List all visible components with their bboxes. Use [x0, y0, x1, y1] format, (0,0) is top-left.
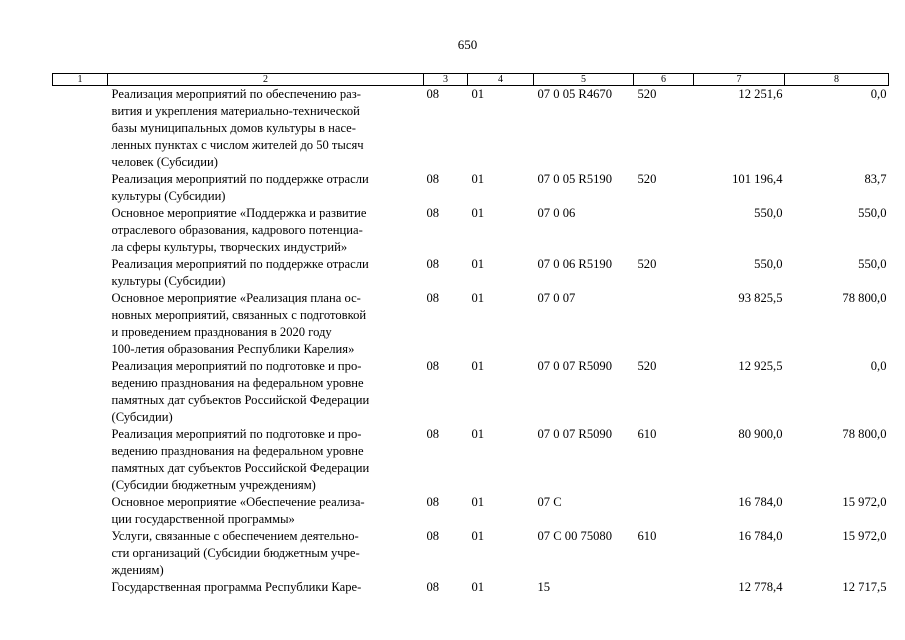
expense-type-cell: 520: [637, 359, 657, 373]
table-row: [53, 86, 889, 172]
amount-year-1-cell: 101 196,4: [732, 172, 783, 186]
item-name-line: Государственная программа Республики Каре-: [111, 580, 362, 594]
section-code-cell: 08: [426, 291, 440, 305]
amount-year-2-cell: 550,0: [858, 206, 887, 220]
table-row: [53, 205, 889, 256]
amount-year-2-cell: 83,7: [864, 172, 887, 186]
expense-type-cell: [634, 579, 694, 596]
target-article-cell: 07 0 07 R5090: [537, 427, 613, 441]
item-name-line: ведению празднования на федеральном уровне: [111, 444, 364, 458]
target-article-cell: 07 С: [537, 495, 562, 509]
amount-year-1-cell: 16 784,0: [738, 495, 783, 509]
row-number-cell: [53, 426, 108, 494]
table-row: [53, 171, 889, 205]
item-name-cell: [108, 256, 424, 290]
item-name-cell: [108, 171, 424, 205]
table-row: [53, 358, 889, 426]
target-article-cell: 07 0 07: [537, 291, 576, 305]
item-name-line: ленных пунктах с числом жителей до 50 тысяч: [111, 138, 364, 152]
amount-year-2-cell: 550,0: [858, 257, 887, 271]
header-col-6: 6: [634, 74, 694, 86]
amount-year-1-cell: 12 925,5: [738, 359, 783, 373]
expense-type-cell: [634, 205, 694, 256]
item-name-line: Реализация мероприятий по подготовке и про-: [111, 427, 362, 441]
row-number-cell: [53, 528, 108, 579]
item-name-line: Реализация мероприятий по поддержке отрасли: [111, 172, 369, 186]
amount-year-2-cell: 15 972,0: [842, 529, 887, 543]
amount-year-1-cell: 16 784,0: [738, 529, 783, 543]
subsection-code-cell: 01: [471, 580, 485, 594]
row-number-cell: [53, 579, 108, 596]
row-number-cell: [53, 290, 108, 358]
subsection-code-cell: 01: [471, 529, 485, 543]
expense-type-cell: 520: [637, 87, 657, 101]
expense-type-cell: [634, 290, 694, 358]
subsection-code-cell: 01: [471, 359, 485, 373]
target-article-cell: 07 С 00 75080: [537, 529, 613, 543]
item-name-line: культуры (Субсидии): [111, 274, 226, 288]
item-name-cell: [108, 528, 424, 579]
section-code-cell: 08: [426, 529, 440, 543]
subsection-code-cell: 01: [471, 172, 485, 186]
item-name-cell: [108, 494, 424, 528]
item-name-line: ведению празднования на федеральном уровне: [111, 376, 364, 390]
row-number-cell: [53, 256, 108, 290]
item-name-line: Основное мероприятие «Реализация плана ос-: [111, 291, 361, 305]
item-name-line: (Субсидии бюджетным учреждениям): [111, 478, 316, 492]
item-name-line: Реализация мероприятий по поддержке отрасли: [111, 257, 369, 271]
section-code-cell: 08: [426, 580, 440, 594]
item-name-line: (Субсидии): [111, 410, 173, 424]
amount-year-2-cell: 12 717,5: [842, 580, 887, 594]
header-col-7: 7: [694, 74, 785, 86]
header-col-4: 4: [468, 74, 534, 86]
item-name-line: и проведением празднования в 2020 году: [111, 325, 332, 339]
amount-year-1-cell: 93 825,5: [738, 291, 783, 305]
amount-year-1-cell: 12 251,6: [738, 87, 783, 101]
row-number-cell: [53, 171, 108, 205]
amount-year-1-cell: 12 778,4: [738, 580, 783, 594]
row-number-cell: [53, 205, 108, 256]
amount-year-1-cell: 550,0: [754, 206, 783, 220]
expense-type-cell: 610: [637, 427, 657, 441]
section-code-cell: 08: [426, 495, 440, 509]
item-name-cell: [108, 358, 424, 426]
item-name-line: вития и укрепления материально-технической: [111, 104, 360, 118]
item-name-line: Реализация мероприятий по подготовке и про-: [111, 359, 362, 373]
target-article-cell: 15: [537, 580, 551, 594]
table-row: [53, 290, 889, 358]
item-name-cell: [108, 426, 424, 494]
item-name-line: Услуги, связанные с обеспечением деятельно-: [111, 529, 359, 543]
section-code-cell: 08: [426, 427, 440, 441]
table-row: [53, 528, 889, 579]
item-name-line: Основное мероприятие «Обеспечение реализа-: [111, 495, 365, 509]
item-name-line: памятных дат субъектов Российской Федерации: [111, 461, 370, 475]
table-row: [53, 579, 889, 596]
section-code-cell: 08: [426, 257, 440, 271]
item-name-line: Реализация мероприятий по обеспечению раз-: [111, 87, 361, 101]
table-row: [53, 426, 889, 494]
section-code-cell: 08: [426, 206, 440, 220]
expense-type-cell: 520: [637, 257, 657, 271]
section-code-cell: 08: [426, 87, 440, 101]
item-name-cell: [108, 86, 424, 172]
section-code-cell: 08: [426, 172, 440, 186]
subsection-code-cell: 01: [471, 495, 485, 509]
row-number-cell: [53, 494, 108, 528]
amount-year-2-cell: 0,0: [870, 87, 887, 101]
expense-type-cell: 520: [637, 172, 657, 186]
header-col-3: 3: [424, 74, 468, 86]
item-name-line: ции государственной программы»: [111, 512, 295, 526]
table-row: [53, 256, 889, 290]
item-name-line: 100-летия образования Республики Карелия»: [111, 342, 355, 356]
page-number: 650: [457, 37, 478, 52]
target-article-cell: 07 0 06 R5190: [537, 257, 613, 271]
target-article-cell: 07 0 06: [537, 206, 576, 220]
amount-year-2-cell: 78 800,0: [842, 291, 887, 305]
amount-year-1-cell: 80 900,0: [738, 427, 783, 441]
subsection-code-cell: 01: [471, 291, 485, 305]
item-name-line: культуры (Субсидии): [111, 189, 226, 203]
budget-table: [52, 73, 889, 596]
header-col-5: 5: [534, 74, 634, 86]
header-col-1: 1: [53, 74, 108, 86]
item-name-cell: [108, 290, 424, 358]
item-name-line: ла сферы культуры, творческих индустрий»: [111, 240, 348, 254]
row-number-cell: [53, 86, 108, 172]
target-article-cell: 07 0 05 R5190: [537, 172, 613, 186]
amount-year-1-cell: 550,0: [754, 257, 783, 271]
table-body: [53, 86, 889, 597]
row-number-cell: [53, 358, 108, 426]
item-name-line: ждениям): [111, 563, 164, 577]
subsection-code-cell: 01: [471, 427, 485, 441]
subsection-code-cell: 01: [471, 257, 485, 271]
expense-type-cell: [634, 494, 694, 528]
item-name-cell: [108, 205, 424, 256]
target-article-cell: 07 0 05 R4670: [537, 87, 613, 101]
section-code-cell: 08: [426, 359, 440, 373]
item-name-line: Основное мероприятие «Поддержка и развитие: [111, 206, 367, 220]
amount-year-2-cell: 15 972,0: [842, 495, 887, 509]
item-name-line: сти организаций (Субсидии бюджетным учре-: [111, 546, 360, 560]
item-name-cell: [108, 579, 424, 596]
subsection-code-cell: 01: [471, 87, 485, 101]
item-name-line: базы муниципальных домов культуры в насе-: [111, 121, 356, 135]
header-col-2: 2: [108, 74, 424, 86]
target-article-cell: 07 0 07 R5090: [537, 359, 613, 373]
header-col-8: 8: [785, 74, 889, 86]
item-name-line: человек (Субсидии): [111, 155, 218, 169]
item-name-line: отраслевого образования, кадрового потенциа-: [111, 223, 363, 237]
subsection-code-cell: 01: [471, 206, 485, 220]
table-row: [53, 494, 889, 528]
column-number-header: [53, 74, 889, 86]
item-name-line: памятных дат субъектов Российской Федерации: [111, 393, 370, 407]
item-name-line: новных мероприятий, связанных с подготовкой: [111, 308, 367, 322]
expense-type-cell: 610: [637, 529, 657, 543]
amount-year-2-cell: 78 800,0: [842, 427, 887, 441]
amount-year-2-cell: 0,0: [870, 359, 887, 373]
